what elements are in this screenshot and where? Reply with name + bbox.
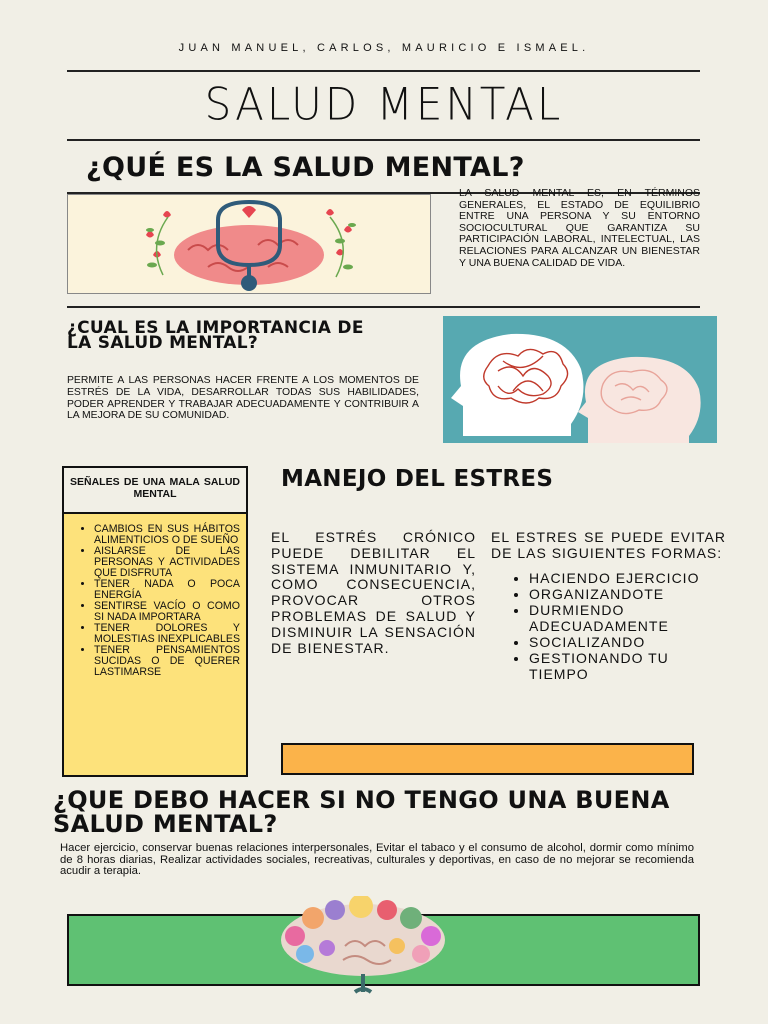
list-item: • HACIENDO EJERCICIO <box>529 570 726 586</box>
flower-brain-illustration <box>275 896 451 998</box>
list-item: • ORGANIZANDOTE <box>529 586 726 602</box>
list-item: • GESTIONANDO TU TIEMPO <box>529 650 726 682</box>
section-divider <box>67 306 700 308</box>
list-item: • TENER PENSAMIENTOS SUCIDAS O DE QUERER LASTIMARSE <box>94 645 240 678</box>
what-text: LA SALUD MENTAL ES, EN TÉRMINOS GENERALES, EL ESTADO DE EQUILIBRIO ENTRE UNA PERSONA Y SU ENTORNO SOCIOCULTURAL QUE GARANTIZA SU PARTICIPACIÓN LABORAL, INTELECTUAL, LAS RELACIONES PARA ALCANZAR UN BIENESTAR Y UNA BUENA CALIDAD DE VIDA. <box>459 187 700 269</box>
top-divider <box>67 70 700 72</box>
advice-heading: ¿QUE DEBO HACER SI NO TENGO UNA BUENA SALUD MENTAL? <box>53 786 670 838</box>
list-item: • TENER NADA O POCA ENERGÍA <box>94 579 240 601</box>
authors: JUAN MANUEL, CARLOS, MAURICIO E ISMAEL. <box>178 42 590 54</box>
what-heading: ¿QUÉ ES LA SALUD MENTAL? <box>86 152 525 183</box>
title-divider <box>67 139 700 141</box>
list-item: • SENTIRSE VACÍO O COMO SI NADA IMPORTARA <box>94 601 240 623</box>
page-title: SALUD MENTAL <box>204 78 564 131</box>
list-item: • AISLARSE DE LAS PERSONAS Y ACTIVIDADES QUE DISFRUTA <box>94 546 240 579</box>
signs-list-box <box>62 514 248 777</box>
brain-stethoscope-illustration <box>67 194 431 294</box>
importance-text: PERMITE A LAS PERSONAS HACER FRENTE A LOS MOMENTOS DE ESTRÉS DE LA VIDA, DESARROLLAR TODAS SUS HABILIDADES, PODER APRENDER Y TRABAJAR ADECUADAMENTE Y CONTRIBUIR A LA MEJORA DE SU COMUNIDAD. <box>67 375 419 422</box>
stress-text: EL ESTRÉS CRÓNICO PUEDE DEBILITAR EL SISTEMA INMUNITARIO Y, COMO CONSECUENCIA, PROVOCAR OTROS PROBLEMAS DE SALUD Y DISMINUIR LA SENSACIÓN DE BIENESTAR. <box>271 529 476 656</box>
advice-text: Hacer ejercicio, conservar buenas relaciones interpersonales, Evitar el tabaco y el consumo de alcohol, dormir como mínimo de 8 horas diarias, Realizar actividades sociales, recreativas, culturales y deportivas, en caso de no mejorar se recomienda acudir a terapia. <box>60 842 694 878</box>
list-item: • CAMBIOS EN SUS HÁBITOS ALIMENTICIOS O DE SUEÑO <box>94 524 240 546</box>
list-item: • SOCIALIZANDO <box>529 634 726 650</box>
list-item: • TENER DOLORES Y MOLESTIAS INEXPLICABLES <box>94 623 240 645</box>
list-item: • DURMIENDO ADECUADAMENTE <box>529 602 726 634</box>
importance-heading: ¿CUAL ES LA IMPORTANCIA DE LA SALUD MENTAL? <box>67 318 364 353</box>
stress-heading: MANEJO DEL ESTRES <box>281 466 554 492</box>
stress-avoid-block <box>491 530 726 682</box>
stress-avoid-intro: EL ESTRES SE PUEDE EVITAR DE LAS SIGUIENTES FORMAS: <box>491 529 726 561</box>
signs-heading: SEÑALES DE UNA MALA SALUD MENTAL <box>62 466 248 514</box>
two-heads-brains-illustration <box>443 316 717 443</box>
orange-bar <box>281 743 694 775</box>
